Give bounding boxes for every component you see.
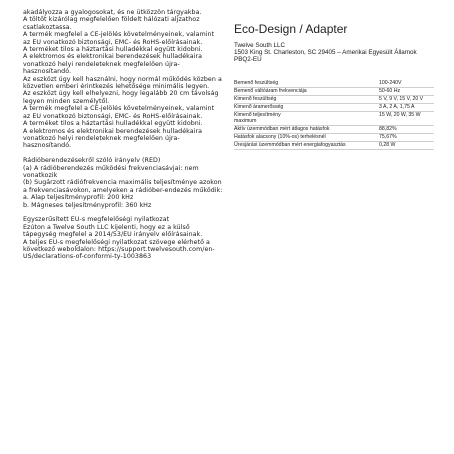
spec-label: Kimenő áramerősség (234, 103, 379, 111)
spec-label: Kimenő teljesítmény maximum (234, 111, 379, 125)
red-directive-paragraph: Rádióberendezésekről szóló irányelv (RED) (a) A rádióberendezés működési frekvenciasávjai: nem vonatkozik (b) Sugárzott rádiófrekvencia maximális teljesítménye azokon a frekvenciasávokon, amelyeken a rádióber-endezés működik: a. Alap teljesítményprofil: 200 kHz b. Mágneses teljesítményprofil: 360 kHz (23, 157, 223, 209)
spec-value: 100-240V (379, 80, 434, 88)
spec-value: 0,28 W (379, 141, 434, 149)
eco-design-title: Eco-Design / Adapter (234, 22, 348, 36)
spec-row (234, 133, 434, 141)
spec-row (234, 125, 434, 133)
spec-row (234, 80, 434, 88)
spec-row (234, 141, 434, 149)
spec-label: Bemenő feszültség (234, 80, 379, 88)
spec-value: 3 A, 2 A, 1,75 A (379, 103, 434, 111)
spec-value: 5 V, 9 V, 15 V, 20 V (379, 95, 434, 103)
spec-label: Aktív üzemmódban mért átlagos hatásfok (234, 125, 379, 133)
spec-label: Hatásfok alacsony (10%-os) terhelésnél (234, 133, 379, 141)
eco-design-column (234, 22, 439, 150)
spec-label: Kimenő feszültség (234, 95, 379, 103)
spec-row (234, 87, 434, 95)
manufacturer-address: Twelve South LLC 1503 King St. Charleston, SC 29405 – Amerikai Egyesült Államok PBQ2-EU (234, 42, 417, 64)
spec-row (234, 111, 434, 125)
safety-text-column (23, 9, 223, 261)
safety-paragraph: akadályozza a gyalogosokat, és ne ütközzön tárgyakba. A töltőt kizárólag megfelelően földelt hálózati aljzathoz csatlakoztassa. A termék megfelel a CE-jelölés követelményeinek, valamint az EU vonatkozó biztonsági, EMC- és RoHS-előírásainak. A terméket tilos a háztartási hulladékkal együtt kidobni. A elektromos és elektronikai berendezések hulladékaira vonatkozó helyi rendeleteknek megfelelően újra-hasznosítandó. Az eszközt úgy kell használni, hogy normál működés közben a közvetlen emberi érintkezés lehetősége minimális legyen. Az eszközt úgy kell elhelyezni, hogy legalább 20 cm távolság legyen minden személytől. A termék megfelel a CE-jelölés követelményeinek, valamint az EU vonatkozó biztonsági, EMC- és RoHS-előírásainak. A terméket tilos a háztartási hulladékkal együtt kidobni. A elektromos és elektronikai berendezések hulladékaira vonatkozó helyi rendeleteknek megfelelően újra-hasznosítandó. (23, 9, 222, 150)
spec-row (234, 103, 434, 111)
spec-value: 88,82% (379, 125, 434, 133)
paragraph-spacer (23, 150, 223, 157)
spec-label: Bemenő váltóáram frekvenciája (234, 87, 379, 95)
spec-label: Üresjárási üzemmódban mért energiafogyasztás (234, 141, 379, 149)
spec-table (234, 80, 434, 150)
eu-declaration-paragraph: Egyszerűsített EU-s megfelelőségi nyilatkozat Ezúton a Twelve South LLC kijelenti, hogy ez a külső tápegység megfelel a 2014/53/EU irányelv előírásainak. A teljes EU-s megfelelőségi nyilatkozat szövege elérhető a következő weboldalon: https://support.twelvesouth.com/en-US/declarations-of-conformi-ty-1003863 (23, 216, 215, 261)
spec-value: 75,67% (379, 133, 434, 141)
spec-value: 50-60 Hz (379, 87, 434, 95)
spec-value: 15 W, 20 W, 35 W (379, 111, 434, 125)
spec-row (234, 95, 434, 103)
